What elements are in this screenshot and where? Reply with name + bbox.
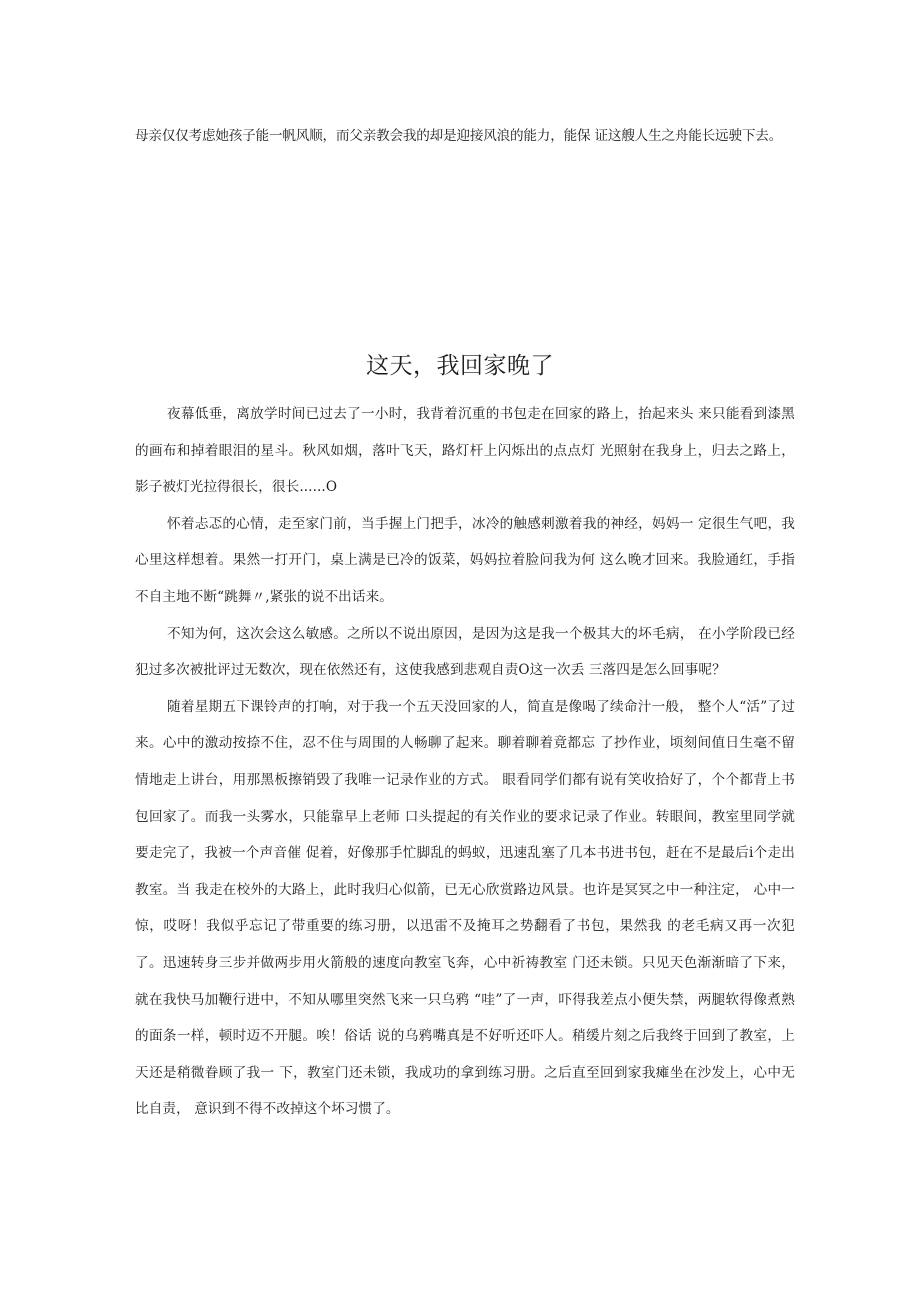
essay-paragraph-4: 随着星期五下课铃声的打响，对于我一个五天没回家的人，简直是像喝了续命汁一般， 整个人“活”了过来。心中的激动按捺不住，忍不住与周围的人畅聊了起来。聊着聊着竟都忘 了抄作业，顷刻间值日生毫不留情地走上讲台，用那黑板擦销毁了我唯一记录作业的方式。 眼看同学们都有说有笑收拾好了，个个都背上书包回家了。而我一头雾水，只能靠早上老师 口头提起的有关作业的要求记录了作业。转眼间，教室里同学就要走完了，我被一个声音催 促着，好像那手忙脚乱的蚂蚁，迅速乱塞了几本书进书包，赶在不是最后i个走出教室。当 我走在校外的大路上，此时我归心似箭，已无心欣赏路边风景。也许是冥冥之中一种注定， 心中一惊，哎呀！我似乎忘记了带重要的练习册，以迅雷不及掩耳之势翻看了书包，果然我 的老毛病又再一次犯了。迅速转身三步并做两步用火箭般的速度向教室飞奔，心中祈祷教室 门还未锁。只见天色渐渐暗了下来，就在我快马加鞭行进中，不知从哪里突然飞来一只乌鸦 “哇”了一声，吓得我差点小便失禁，两腿软得像煮熟的面条一样，顿时迈不开腿。唉！俗话 说的乌鸦嘴真是不好听还吓人。稍缓片刻之后我终于回到了教室，上天还是稍微眷顾了我一 下，教室门还未锁，我成功的拿到练习册。之后直至回到家我瘫坐在沙发上，心中无比自责， 意识到不得不改掉这个坏习惯了。	[135, 698, 795, 1118]
top-paragraph: 母亲仅仅考虑她孩子能一帆风顺，而父亲教会我的却是迎接风浪的能力，能保 证这艘人生之舟能长远驶下去。	[135, 128, 783, 144]
essay-paragraph-3: 不知为何，这次会这么敏感。之所以不说出原因，是因为这是我一个极其大的坏毛病， 在小学阶段已经犯过多次被批评过无数次，现在依然还有，这使我感到悲观自责O这一次丢 三落四是怎么回事呢？	[135, 625, 795, 679]
essay-title: 这天，我回家晚了	[366, 353, 554, 379]
essay-paragraph-2: 怀着忐忑的心情，走至家门前，当手握上门把手，冰冷的触感刺激着我的神经，妈妈一 定很生气吧，我心里这样想着。果然一打开门，桌上满是已冷的饭菜，妈妈拉着脸问我为何 这么晚才回来。我脸通红，手指不自主地不断“跳舞〃,紧张的说不出话来。	[135, 515, 795, 605]
essay-body	[135, 396, 795, 1128]
essay-paragraph-1: 夜幕低垂，离放学时间已过去了一小时，我背着沉重的书包走在回家的路上，抬起来头 来只能看到漆黑的画布和掉着眼泪的星斗。秋风如烟，落叶飞天，路灯杆上闪烁出的点点灯 光照射在我身上，归去之路上，影子被灯光拉得很长，很长......O	[135, 406, 795, 496]
